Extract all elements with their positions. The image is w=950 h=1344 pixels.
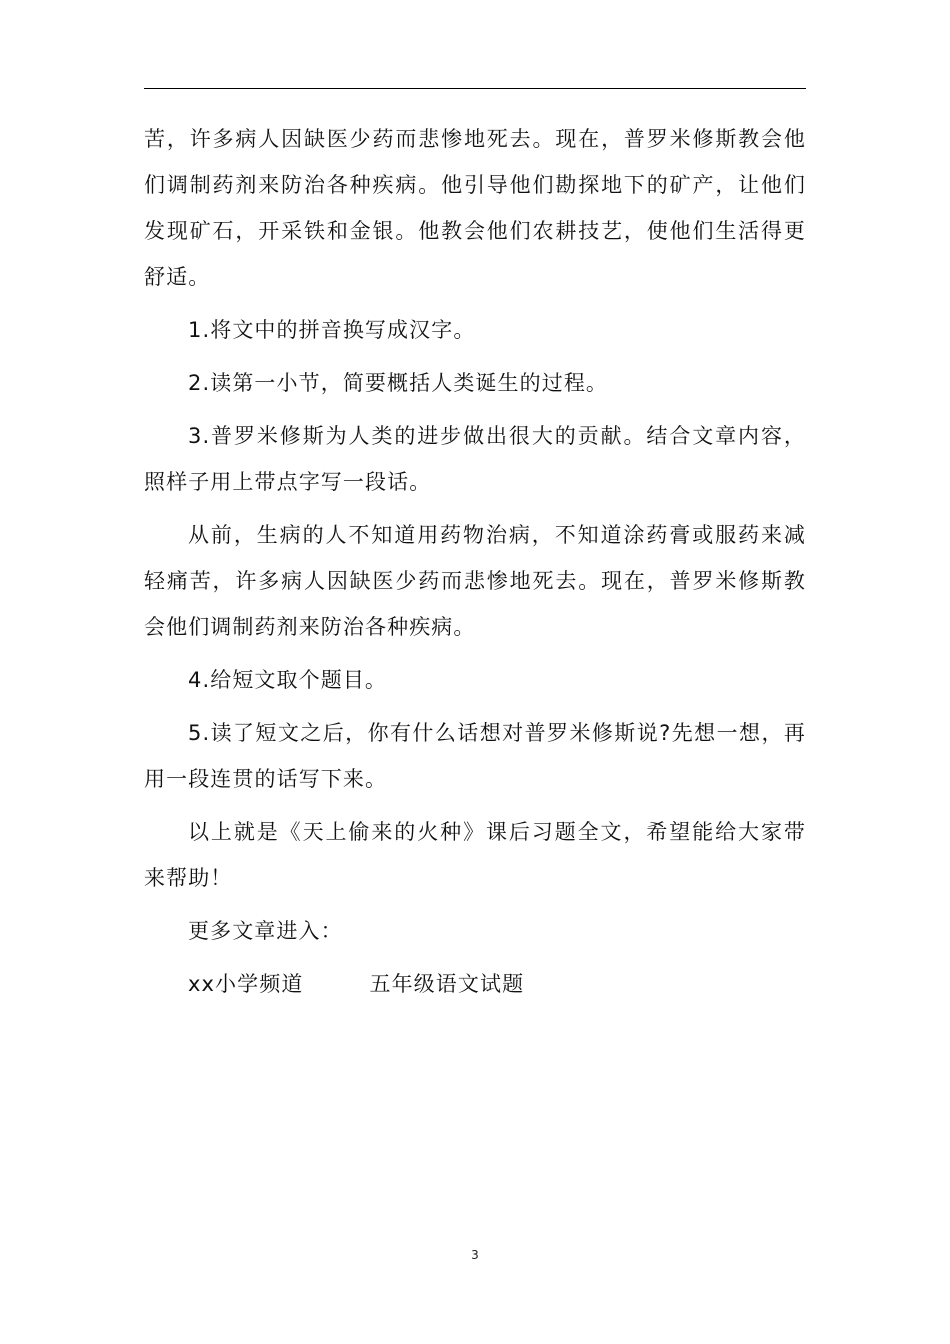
page-number: 3 bbox=[471, 1248, 479, 1262]
question-5: 5.读了短文之后，你有什么话想对普罗米修斯说?先想一想，再用一段连贯的话写下来。 bbox=[144, 721, 806, 791]
question-1: 1.将文中的拼音换写成汉字。 bbox=[188, 318, 476, 342]
link-primary-school-channel[interactable]: xx小学频道 bbox=[188, 972, 304, 996]
example-paragraph: 从前，生病的人不知道用药物治病，不知道涂药膏或服药来减轻痛苦，许多病人因缺医少药而悲惨地死去。现在，普罗米修斯教会他们调制药剂来防治各种疾病。 bbox=[144, 523, 806, 639]
header-rule bbox=[144, 88, 806, 89]
paragraph-continuation: 苦，许多病人因缺医少药而悲惨地死去。现在，普罗米修斯教会他们调制药剂来防治各种疾病。他引导他们勘探地下的矿产，让他们发现矿石，开采铁和金银。他教会他们农耕技艺，使他们生活得更舒适。 bbox=[144, 127, 806, 289]
question-2: 2.读第一小节，简要概括人类诞生的过程。 bbox=[188, 371, 609, 395]
question-4: 4.给短文取个题目。 bbox=[188, 668, 388, 692]
related-links bbox=[144, 961, 806, 1007]
closing-paragraph: 以上就是《天上偷来的火种》课后习题全文，希望能给大家带来帮助！ bbox=[144, 820, 806, 890]
question-3: 3.普罗米修斯为人类的进步做出很大的贡献。结合文章内容，照样子用上带点字写一段话。 bbox=[144, 424, 806, 494]
link-grade-five-chinese-tests[interactable]: 五年级语文试题 bbox=[369, 972, 525, 996]
more-articles-label: 更多文章进入： bbox=[188, 919, 343, 943]
document-body bbox=[144, 116, 806, 1007]
